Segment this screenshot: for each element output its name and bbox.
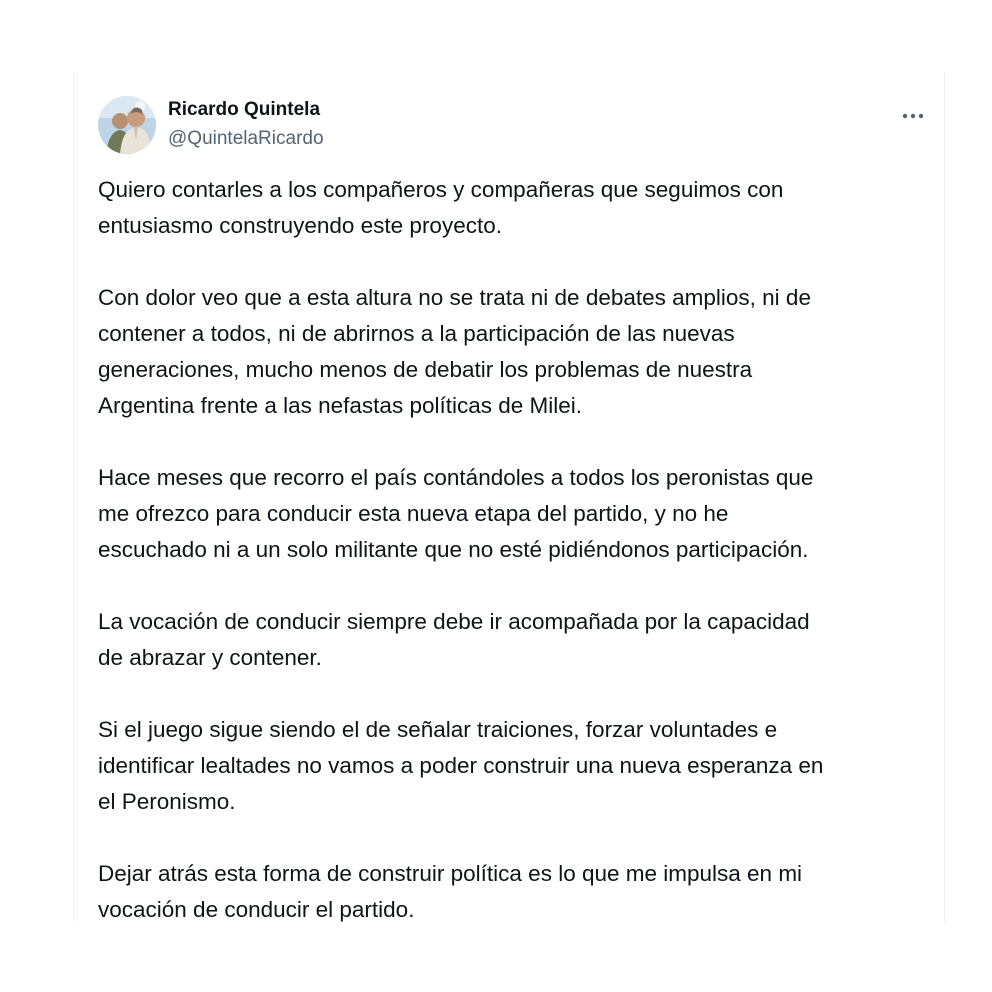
tweet-text <box>98 172 928 928</box>
author-name[interactable]: Ricardo Quintela <box>168 99 321 120</box>
tweet-paragraph: Con dolor veo que a esta altura no se trata ni de debates amplios, ni de contener a todos, ni de abrirnos a la participación de las nuevas generaciones, mucho menos de debatir los problemas de nuestra Argentina frente a las nefastas políticas de Milei. <box>98 285 811 418</box>
avatar-image <box>98 96 156 154</box>
tweet-header <box>98 96 928 156</box>
more-horizontal-icon <box>898 106 928 126</box>
author-handle[interactable]: @QuintelaRicardo <box>168 128 324 149</box>
tweet-paragraph: La vocación de conducir siempre debe ir acompañada por la capacidad de abrazar y contener. <box>98 609 810 670</box>
tweet-paragraph: Hace meses que recorro el país contándoles a todos los peronistas que me ofrezco para conducir esta nueva etapa del partido, y no he escuchado ni a un solo militante que no esté pidiéndonos participación. <box>98 465 814 562</box>
more-options-button[interactable] <box>898 106 928 126</box>
avatar[interactable] <box>98 96 156 154</box>
tweet-card <box>73 72 945 922</box>
tweet-paragraph: Quiero contarles a los compañeros y compañeras que seguimos con entusiasmo construyendo este proyecto. <box>98 177 784 238</box>
tweet-paragraph: Dejar atrás esta forma de construir política es lo que me impulsa en mi vocación de conducir el partido. <box>98 861 803 922</box>
tweet-paragraph: Si el juego sigue siendo el de señalar traiciones, forzar voluntades e identificar lealtades no vamos a poder construir una nueva esperanza en el Peronismo. <box>98 717 824 814</box>
